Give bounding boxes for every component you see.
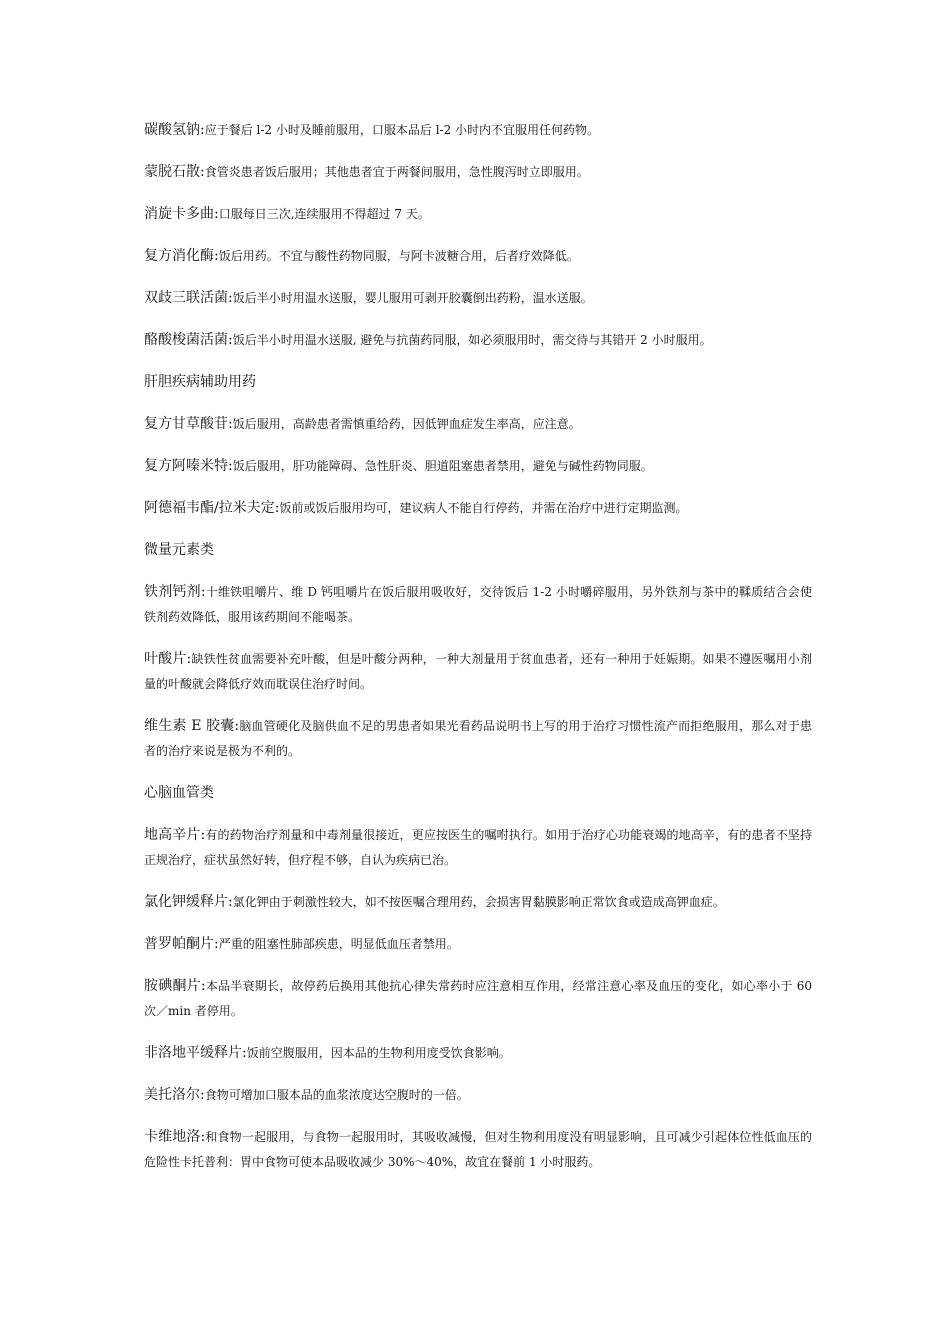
drug-name: 复方阿嗪米特: — [144, 458, 233, 474]
drug-entry-propafenone — [144, 932, 812, 957]
drug-instruction: 应于餐后 l-2 小时及睡前服用，口服本品后 l-2 小时内不宜服用任何药物。 — [204, 123, 600, 137]
drug-entry-potassium-chloride — [144, 890, 812, 915]
drug-name: 叶酸片: — [144, 651, 192, 667]
drug-entry-vitamin-e — [144, 714, 812, 764]
drug-entry-clostridium-butyricum — [144, 328, 812, 353]
drug-instruction: 食物可增加口服本品的血浆浓度达空腹时的一倍。 — [204, 1088, 469, 1102]
drug-entry-bifid-triple-viable — [144, 286, 812, 311]
drug-instruction: 饭后半小时用温水送服, 避免与抗菌药同服，如必须服用时，需交待与其错开 2 小时服用。 — [232, 333, 712, 347]
drug-instruction: 有的药物治疗剂量和中毒剂量很接近，更应按医生的嘱咐执行。如用于治疗心功能衰竭的地高辛，有的患者不坚持正规治疗，症状虽然好转，但疗程不够，自认为疾病已治。 — [144, 828, 812, 867]
drug-name: 地高辛片: — [144, 827, 206, 843]
drug-entry-folic-acid — [144, 647, 812, 697]
drug-instruction: 食管炎患者饭后服用；其他患者宜于两餐间服用，急性腹泻时立即服用。 — [204, 165, 589, 179]
drug-instruction: 和食物一起服用，与食物一起服用时，其吸收减慢，但对生物利用度没有明显影响，且可减少引起体位性低血压的危险性卡托普利：胃中食物可使本品吸收减少 30%～40%，故宜在餐前 1 小时服药。 — [144, 1130, 812, 1169]
drug-entry-amiodarone — [144, 974, 812, 1024]
drug-name: 氯化钾缓释片: — [144, 894, 233, 910]
drug-instruction: 饭后用药。不宜与酸性药物同服，与阿卡波糖合用，后者疗效降低。 — [218, 249, 579, 263]
drug-instruction: 口服每日三次,连续服用不得超过 7 天。 — [218, 207, 430, 221]
drug-instruction: 饭前或饭后服用均可，建议病人不能自行停药，并需在治疗中进行定期监测。 — [279, 501, 688, 515]
drug-entry-felodipine — [144, 1041, 812, 1066]
drug-entry-adefovir-lamivudine — [144, 496, 812, 521]
drug-entry-digoxin — [144, 823, 812, 873]
drug-name: 美托洛尔: — [144, 1087, 205, 1103]
drug-entry-compound-azintamide — [144, 454, 812, 479]
drug-entry-racecadotril — [144, 202, 812, 227]
drug-entry-carvedilol — [144, 1125, 812, 1175]
drug-entry-compound-glycyrrhizin — [144, 412, 812, 437]
drug-instruction: 饭后服用，肝功能障碍、急性肝炎、胆道阻塞患者禁用，避免与碱性药物同服。 — [232, 459, 653, 473]
drug-name: 蒙脱石散: — [144, 164, 205, 180]
drug-instruction: 饭前空腹服用，因本品的生物利用度受饮食影响。 — [246, 1046, 511, 1060]
drug-name: 双歧三联活菌: — [144, 290, 233, 306]
drug-instruction: 氯化钾由于刺激性较大，如不按医嘱合理用药，会损害胃黏膜影响正常饮食或造成高钾血症。 — [232, 895, 725, 909]
drug-name: 卡维地洛: — [144, 1129, 206, 1145]
drug-entry-sodium-bicarbonate — [144, 118, 812, 143]
section-heading-trace-elements: 微量元素类 — [144, 542, 214, 558]
drug-name: 胺碘酮片: — [144, 978, 206, 994]
section-heading-liver-gallbladder: 肝胆疾病辅助用药 — [144, 374, 256, 390]
drug-name: 维生素 E 胶囊: — [144, 718, 240, 734]
document-page — [144, 118, 812, 1192]
drug-name: 非洛地平缓释片: — [144, 1045, 247, 1061]
drug-entry-montmorillonite — [144, 160, 812, 185]
drug-instruction: 饭后半小时用温水送服，婴儿服用可剥开胶囊倒出药粉，温水送服。 — [232, 291, 593, 305]
drug-instruction: 本品半衰期长，故停药后换用其他抗心律失常药时应注意相互作用，经常注意心率及血压的变化，如心率小于 60 次／min 者停用。 — [144, 979, 812, 1018]
drug-name: 碳酸氢钠: — [144, 122, 205, 138]
drug-instruction: 缺铁性贫血需要补充叶酸，但是叶酸分两种，一种大剂量用于贫血患者，还有一种用于妊娠期。如果不遵医嘱用小剂量的叶酸就会降低疗效而耽误住治疗时间。 — [144, 652, 812, 691]
drug-name: 酪酸梭菌活菌: — [144, 332, 233, 348]
drug-name: 复方消化酶: — [144, 248, 219, 264]
drug-name: 复方甘草酸苷: — [144, 416, 233, 432]
section-heading-cardio-cerebrovascular: 心脑血管类 — [144, 785, 214, 801]
drug-instruction: 严重的阻塞性肺部疾患，明显低血压者禁用。 — [218, 937, 459, 951]
drug-name: 消旋卡多曲: — [144, 206, 219, 222]
drug-instruction: 十维铁咀嚼片、维 D 钙咀嚼片在饭后服用吸收好，交待饭后 1-2 小时嚼碎服用，另外铁剂与茶中的鞣质结合会使铁剂药效降低，服用该药期间不能喝茶。 — [144, 585, 812, 624]
drug-name: 普罗帕酮片: — [144, 936, 219, 952]
drug-entry-iron-calcium — [144, 580, 812, 630]
drug-entry-compound-digestive-enzyme — [144, 244, 812, 269]
drug-instruction: 脑血管硬化及脑供血不足的男患者如果光看药品说明书上写的用于治疗习惯性流产而拒绝服用，那么对于患者的治疗来说是极为不利的。 — [144, 719, 812, 758]
drug-name: 铁剂钙剂: — [144, 584, 206, 600]
drug-instruction: 饭后服用，高龄患者需慎重给药，因低钾血症发生率高，应注意。 — [232, 417, 581, 431]
drug-name: 阿德福韦酯/拉米夫定: — [144, 500, 280, 516]
drug-entry-metoprolol — [144, 1083, 812, 1108]
